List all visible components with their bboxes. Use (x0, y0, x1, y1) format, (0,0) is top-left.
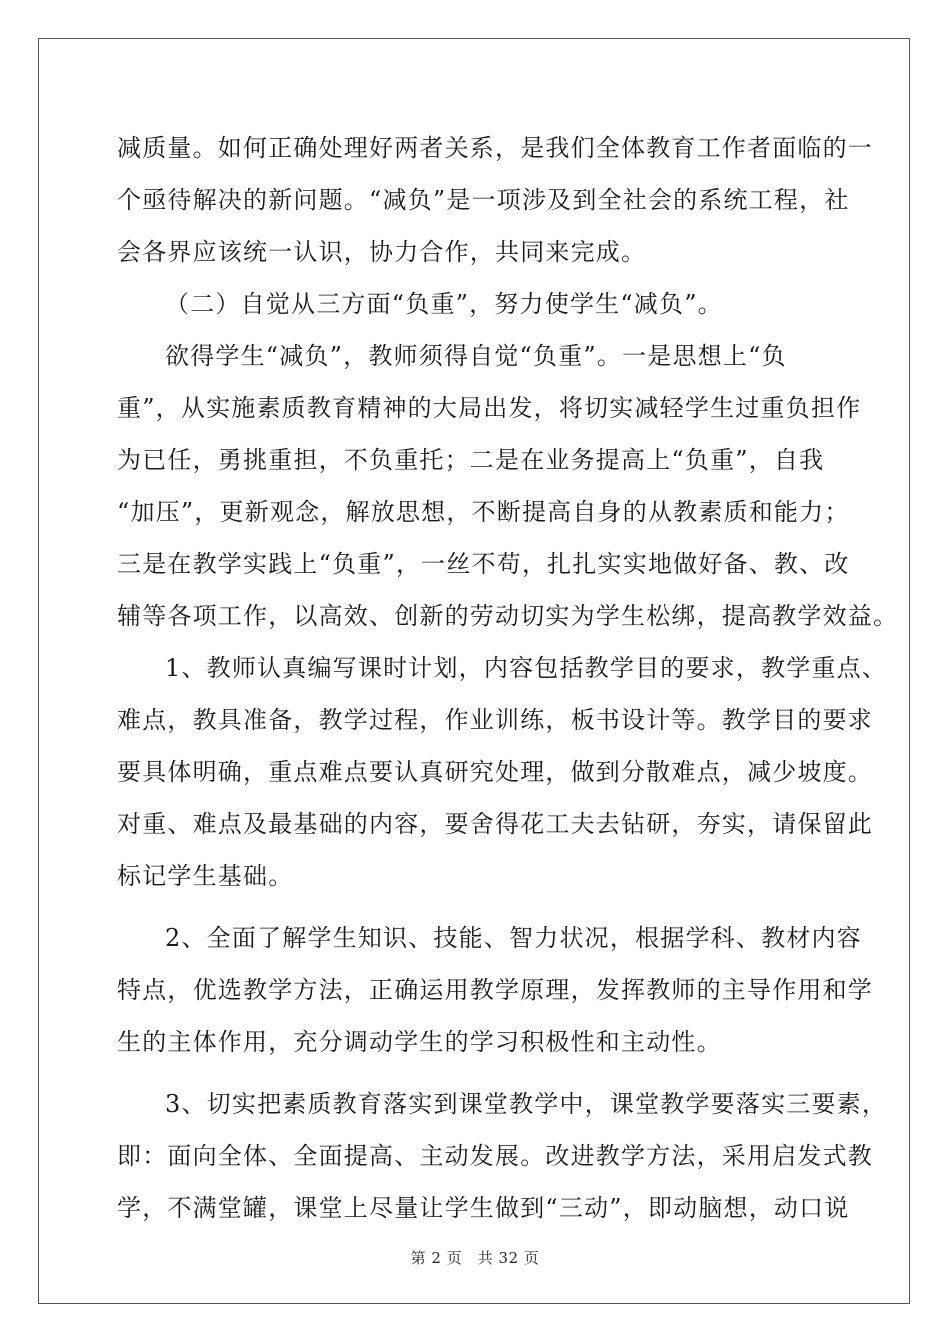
text-line: 会各界应该统一认识，协力合作，共同来完成。 (117, 238, 647, 266)
text-line: 减质量。如何正确处理好两者关系，是我们全体教育工作者面临的一 (117, 134, 873, 162)
section-heading: （二）自觉从三方面“负重”，努力使学生“减负”。 (165, 290, 723, 318)
text-line: 学，不满堂罐，课堂上尽量让学生做到“三动”，即动脑想，动口说 (117, 1194, 850, 1222)
list-item-3: 3、切实把素质教育落实到课堂教学中，课堂教学要落实三要素， (165, 1090, 888, 1118)
text-line: 三是在教学实践上“负重”，一丝不苟，扎扎实实地做好备、教、改 (117, 550, 850, 578)
text-line: 难点，教具准备，教学过程，作业训练，板书设计等。教学目的要求 (117, 706, 873, 734)
text-line: 为已任，勇挑重担，不负重托；二是在业务提高上“负重”，自我 (117, 446, 825, 474)
text-line: 重”，从实施素质教育精神的大局出发，将切实减轻学生过重负担作 (117, 394, 862, 422)
text-line: 生的主体作用，充分调动学生的学习积极性和主动性。 (117, 1028, 722, 1056)
text-line: 标记学生基础。 (117, 862, 294, 890)
text-line: “加压”，更新观念，解放思想，不断提高自身的从教素质和能力； (117, 498, 850, 526)
document-body (117, 126, 899, 1238)
text-line: 辅等各项工作，以高效、创新的劳动切实为学生松绑，提高教学效益。 (117, 602, 899, 630)
list-item-1: 1、教师认真编写课时计划，内容包括教学目的要求，教学重点、 (165, 654, 888, 682)
text-line: 个亟待解决的新问题。“减负”是一项涉及到全社会的系统工程，社 (117, 186, 850, 214)
text-line: 即：面向全体、全面提高、主动发展。改进教学方法，采用启发式教 (117, 1142, 873, 1170)
text-line: 对重、难点及最基础的内容，要舍得花工夫去钻研，夯实，请保留此 (117, 810, 873, 838)
text-line: 特点，优选教学方法，正确运用教学原理，发挥教师的主导作用和学 (117, 976, 873, 1004)
paragraph-gap (117, 1072, 847, 1082)
paragraph-gap (117, 906, 847, 916)
text-line: 欲得学生“减负”，教师须得自觉“负重”。一是思想上“负 (165, 342, 787, 370)
list-item-2: 2、全面了解学生知识、技能、智力状况，根据学科、教材内容 (165, 924, 862, 952)
page-number: 第 2 页 共 32 页 (410, 1249, 540, 1267)
text-line: 要具体明确，重点难点要认真研究处理，做到分散难点，减少坡度。 (117, 758, 873, 786)
